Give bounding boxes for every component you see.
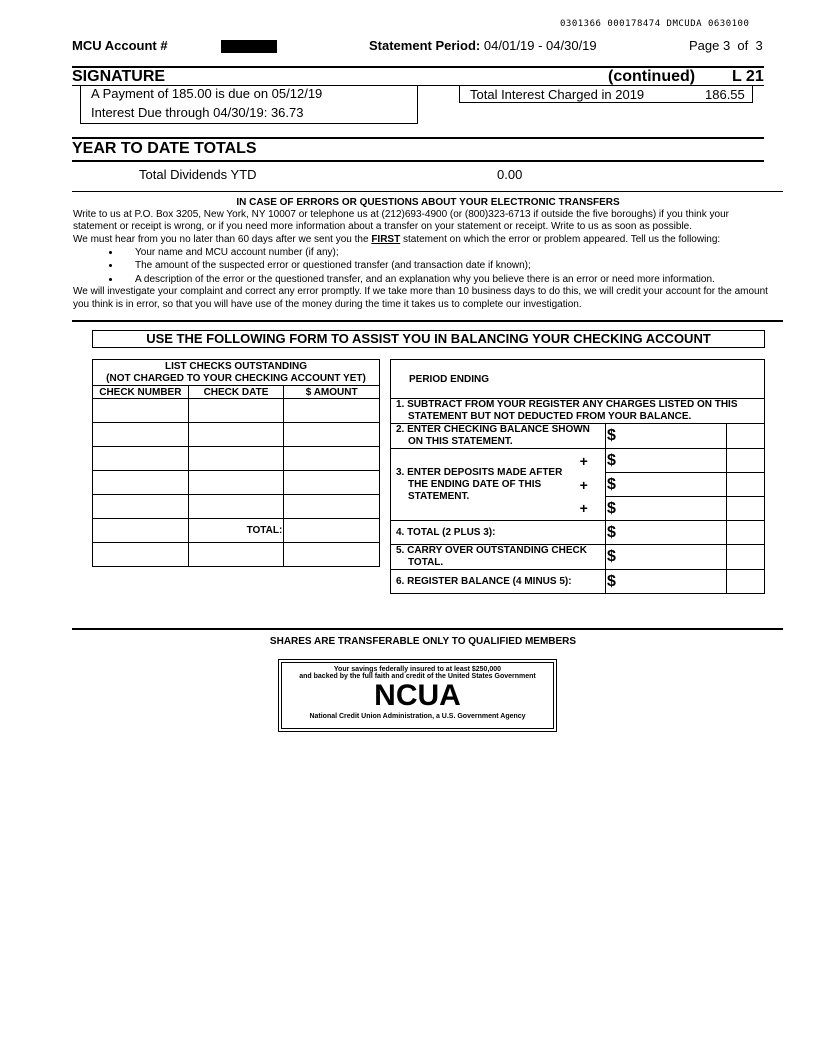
errors-body — [73, 209, 773, 311]
plus-sign: + — [563, 497, 606, 521]
step-3: 3. ENTER DEPOSITS MADE AFTER THE ENDING DATE OF THIS STATEMENT. — [396, 466, 563, 502]
step-6-cents[interactable] — [727, 570, 765, 594]
table-row — [93, 423, 380, 447]
footer-divider — [72, 628, 783, 630]
account-label: MCU Account # — [72, 38, 168, 53]
step-5: 5. CARRY OVER OUTSTANDING CHECK TOTAL. — [396, 545, 587, 568]
step-4-amount[interactable] — [606, 521, 727, 545]
ytd-bottom-divider — [72, 160, 764, 162]
balance-steps-table — [390, 359, 765, 594]
deposit-cents-3[interactable] — [727, 497, 765, 521]
ncua-line-1: Your savings federally insured to at least $250,000 — [333, 666, 502, 673]
signature-title: SIGNATURE — [72, 68, 166, 85]
check-amount-cell[interactable] — [284, 447, 380, 471]
period-value: 04/01/19 - 04/30/19 — [483, 38, 597, 53]
plus-sign: + — [563, 449, 606, 473]
ytd-dividends-label: Total Dividends YTD — [139, 167, 257, 182]
errors-first-emphasis: FIRST — [371, 233, 401, 245]
barcode-text: 0301366 000178474 DMCUDA 0630100 — [560, 19, 750, 29]
check-amount-cell[interactable] — [284, 423, 380, 447]
col-amount: $ AMOUNT — [284, 386, 380, 399]
table-row — [93, 471, 380, 495]
step-2: 2. ENTER CHECKING BALANCE SHOWN ON THIS STATEMENT. — [396, 424, 590, 447]
deposit-cents-2[interactable] — [727, 473, 765, 497]
deposit-amount-2[interactable] — [606, 473, 727, 497]
checks-total-cell[interactable] — [284, 519, 380, 543]
check-number-cell[interactable] — [93, 447, 189, 471]
table-row — [93, 399, 380, 423]
errors-para-2-pre: We must hear from you no later than 60 days after we sent you the — [73, 233, 372, 245]
deposit-amount-1[interactable] — [606, 449, 727, 473]
check-date-cell[interactable] — [188, 447, 284, 471]
check-number-cell[interactable] — [93, 543, 189, 567]
dollar-sign: $ — [607, 427, 616, 444]
dollar-sign: $ — [607, 548, 616, 565]
check-date-cell[interactable] — [188, 495, 284, 519]
errors-title: IN CASE OF ERRORS OR QUESTIONS ABOUT YOUR ELECTRONIC TRANSFERS — [236, 197, 620, 208]
ncua-logo: NCUA — [374, 679, 461, 712]
dollar-sign: $ — [607, 475, 616, 493]
errors-bullet-list — [73, 246, 773, 287]
statement-period — [369, 38, 597, 53]
errors-para-3: We will investigate your complaint and correct any error promptly. If we take more than 10 business days to do this, we will credit your account for the amount you think is in error, so that you will have use of the money during the time it takes us to complete our investigation. — [73, 286, 768, 310]
check-number-cell[interactable] — [93, 399, 189, 423]
step-4-cents[interactable] — [727, 521, 765, 545]
signature-continued: (continued) — [608, 68, 696, 85]
signature-code: L 21 — [732, 68, 764, 85]
table-row — [93, 519, 380, 543]
deposit-amount-3[interactable] — [606, 497, 727, 521]
form-top-divider — [72, 320, 783, 322]
shares-notice: SHARES ARE TRANSFERABLE ONLY TO QUALIFIED MEMBERS — [269, 636, 577, 647]
step-6-amount[interactable] — [606, 570, 727, 594]
period-label: Statement Period: — [369, 38, 481, 53]
errors-para-2-post: statement on which the error or problem appeared. Tell us the following: — [400, 233, 721, 245]
dollar-sign: $ — [607, 523, 616, 541]
payment-line: A Payment of 185.00 is due on 05/12/19 — [91, 86, 323, 101]
col-check-date: CHECK DATE — [188, 386, 284, 399]
ncua-line-2: and backed by the full faith and credit of the United States Government — [299, 673, 536, 680]
check-date-cell[interactable] — [188, 543, 284, 567]
step-5-cents[interactable] — [727, 545, 765, 570]
plus-sign: + — [563, 473, 606, 497]
check-date-cell[interactable] — [188, 423, 284, 447]
period-ending-label: PERIOD ENDING — [391, 360, 765, 399]
check-date-cell[interactable] — [188, 471, 284, 495]
form-title: USE THE FOLLOWING FORM TO ASSIST YOU IN BALANCING YOUR CHECKING ACCOUNT — [146, 331, 711, 346]
errors-para-1: Write to us at P.O. Box 3205, New York, NY 10007 or telephone us at (212)693-4900 (or (800)323-6713 if outside the five boroughs) if you think your statement or receipt is wrong, or if you need more information about a transfer on your statement or receipt. Write to us as soon as possible. — [73, 209, 729, 233]
interest-charged-value: 186.55 — [705, 87, 745, 102]
interest-charged-label: Total Interest Charged in 2019 — [470, 87, 645, 102]
deposit-cents-1[interactable] — [727, 449, 765, 473]
errors-top-divider — [72, 191, 783, 192]
check-amount-cell[interactable] — [284, 495, 380, 519]
list-item: • The amount of the suspected error or questioned transfer (and transaction date if known); — [121, 259, 773, 273]
interest-due-line: Interest Due through 04/30/19: 36.73 — [91, 105, 304, 120]
step-1: 1. SUBTRACT FROM YOUR REGISTER ANY CHARGES LISTED ON THIS STATEMENT BUT NOT DEDUCTED FROM YOUR BALANCE. — [396, 399, 738, 422]
checks-title-1: LIST CHECKS OUTSTANDING — [164, 361, 308, 372]
dollar-sign: $ — [607, 451, 616, 469]
dollar-sign: $ — [607, 572, 616, 590]
step-4: 4. TOTAL (2 PLUS 3): — [391, 521, 606, 545]
col-check-number: CHECK NUMBER — [93, 386, 189, 399]
ncua-line-3: National Credit Union Administration, a U.S. Government Agency — [309, 713, 526, 720]
table-row — [93, 495, 380, 519]
page-number: Page 3 of 3 — [689, 38, 763, 53]
dollar-sign: $ — [607, 499, 616, 517]
check-amount-cell[interactable] — [284, 471, 380, 495]
check-number-cell[interactable] — [93, 471, 189, 495]
ytd-title: YEAR TO DATE TOTALS — [72, 140, 257, 157]
table-row — [93, 543, 380, 567]
check-number-cell[interactable] — [93, 519, 189, 543]
checks-outstanding-table — [92, 359, 380, 567]
check-amount-cell[interactable] — [284, 543, 380, 567]
ncua-badge — [278, 659, 557, 732]
check-amount-cell[interactable] — [284, 399, 380, 423]
step-5-amount[interactable] — [606, 545, 727, 570]
table-row — [93, 447, 380, 471]
errors-para-2 — [73, 234, 773, 246]
account-number-redacted — [221, 40, 277, 53]
checks-title-2: (NOT CHARGED TO YOUR CHECKING ACCOUNT YET) — [106, 373, 366, 384]
total-label: TOTAL: — [188, 519, 284, 543]
ytd-top-divider — [72, 137, 764, 139]
step-2-cents[interactable] — [727, 424, 765, 449]
ytd-dividends-value: 0.00 — [497, 167, 523, 182]
step-2-amount[interactable] — [606, 424, 727, 449]
check-date-cell[interactable] — [188, 399, 284, 423]
list-item: • Your name and MCU account number (if any); — [121, 246, 773, 260]
list-item: • A description of the error or the questioned transfer, and an explanation why you believe there is an error or need more information. — [121, 273, 773, 287]
check-number-cell[interactable] — [93, 423, 189, 447]
step-6: 6. REGISTER BALANCE (4 MINUS 5): — [391, 570, 606, 594]
check-number-cell[interactable] — [93, 495, 189, 519]
